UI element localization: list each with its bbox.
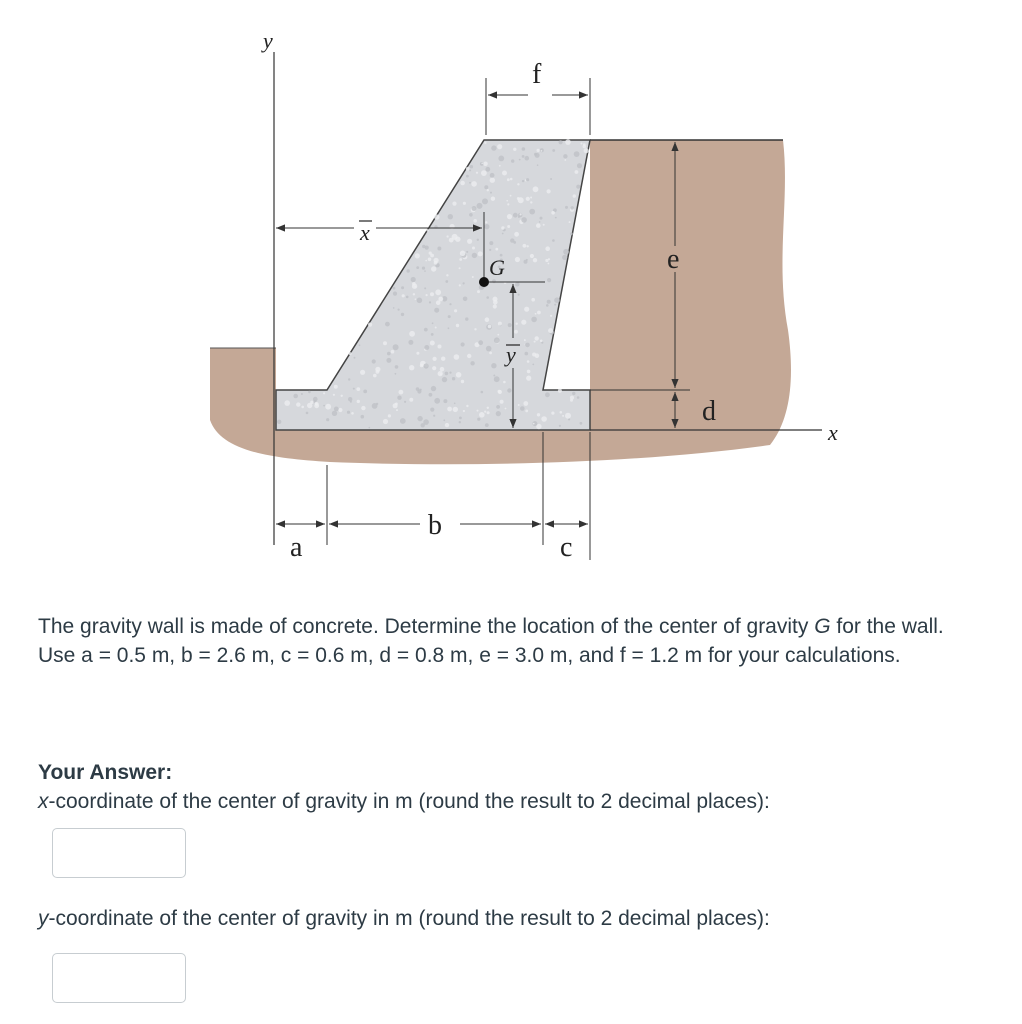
y-coordinate-input[interactable] [52,953,186,1003]
x-coordinate-prompt: x-coordinate of the center of gravity in m (round the result to 2 decimal places): [38,790,770,813]
y-coordinate-prompt: y-coordinate of the center of gravity in m (round the result to 2 decimal places): [38,907,770,930]
label-c: c [560,532,573,563]
g-variable: G [814,615,831,638]
label-g: G [489,255,505,280]
answer-heading: Your Answer: [38,761,173,784]
label-e: e [667,244,680,275]
x-axis-label: x [828,420,838,445]
x-coordinate-input[interactable] [52,828,186,878]
question-line-2: Use a = 0.5 m, b = 2.6 m, c = 0.6 m, d = 0.8 m, e = 3.0 m, and f = 1.2 m for your calculations. [38,644,901,667]
question-line-1: The gravity wall is made of concrete. Determine the location of the center of gravity G for the wall. [38,615,944,638]
label-d: d [702,396,716,427]
label-x-bar: x [360,220,370,245]
label-a: a [290,532,303,563]
center-of-gravity-point [479,277,489,287]
answer-section [38,758,998,1003]
label-b: b [428,510,442,541]
label-y-bar: y [506,342,516,367]
y-axis-label: y [263,28,273,53]
question-text [38,612,998,670]
label-f: f [532,59,542,90]
